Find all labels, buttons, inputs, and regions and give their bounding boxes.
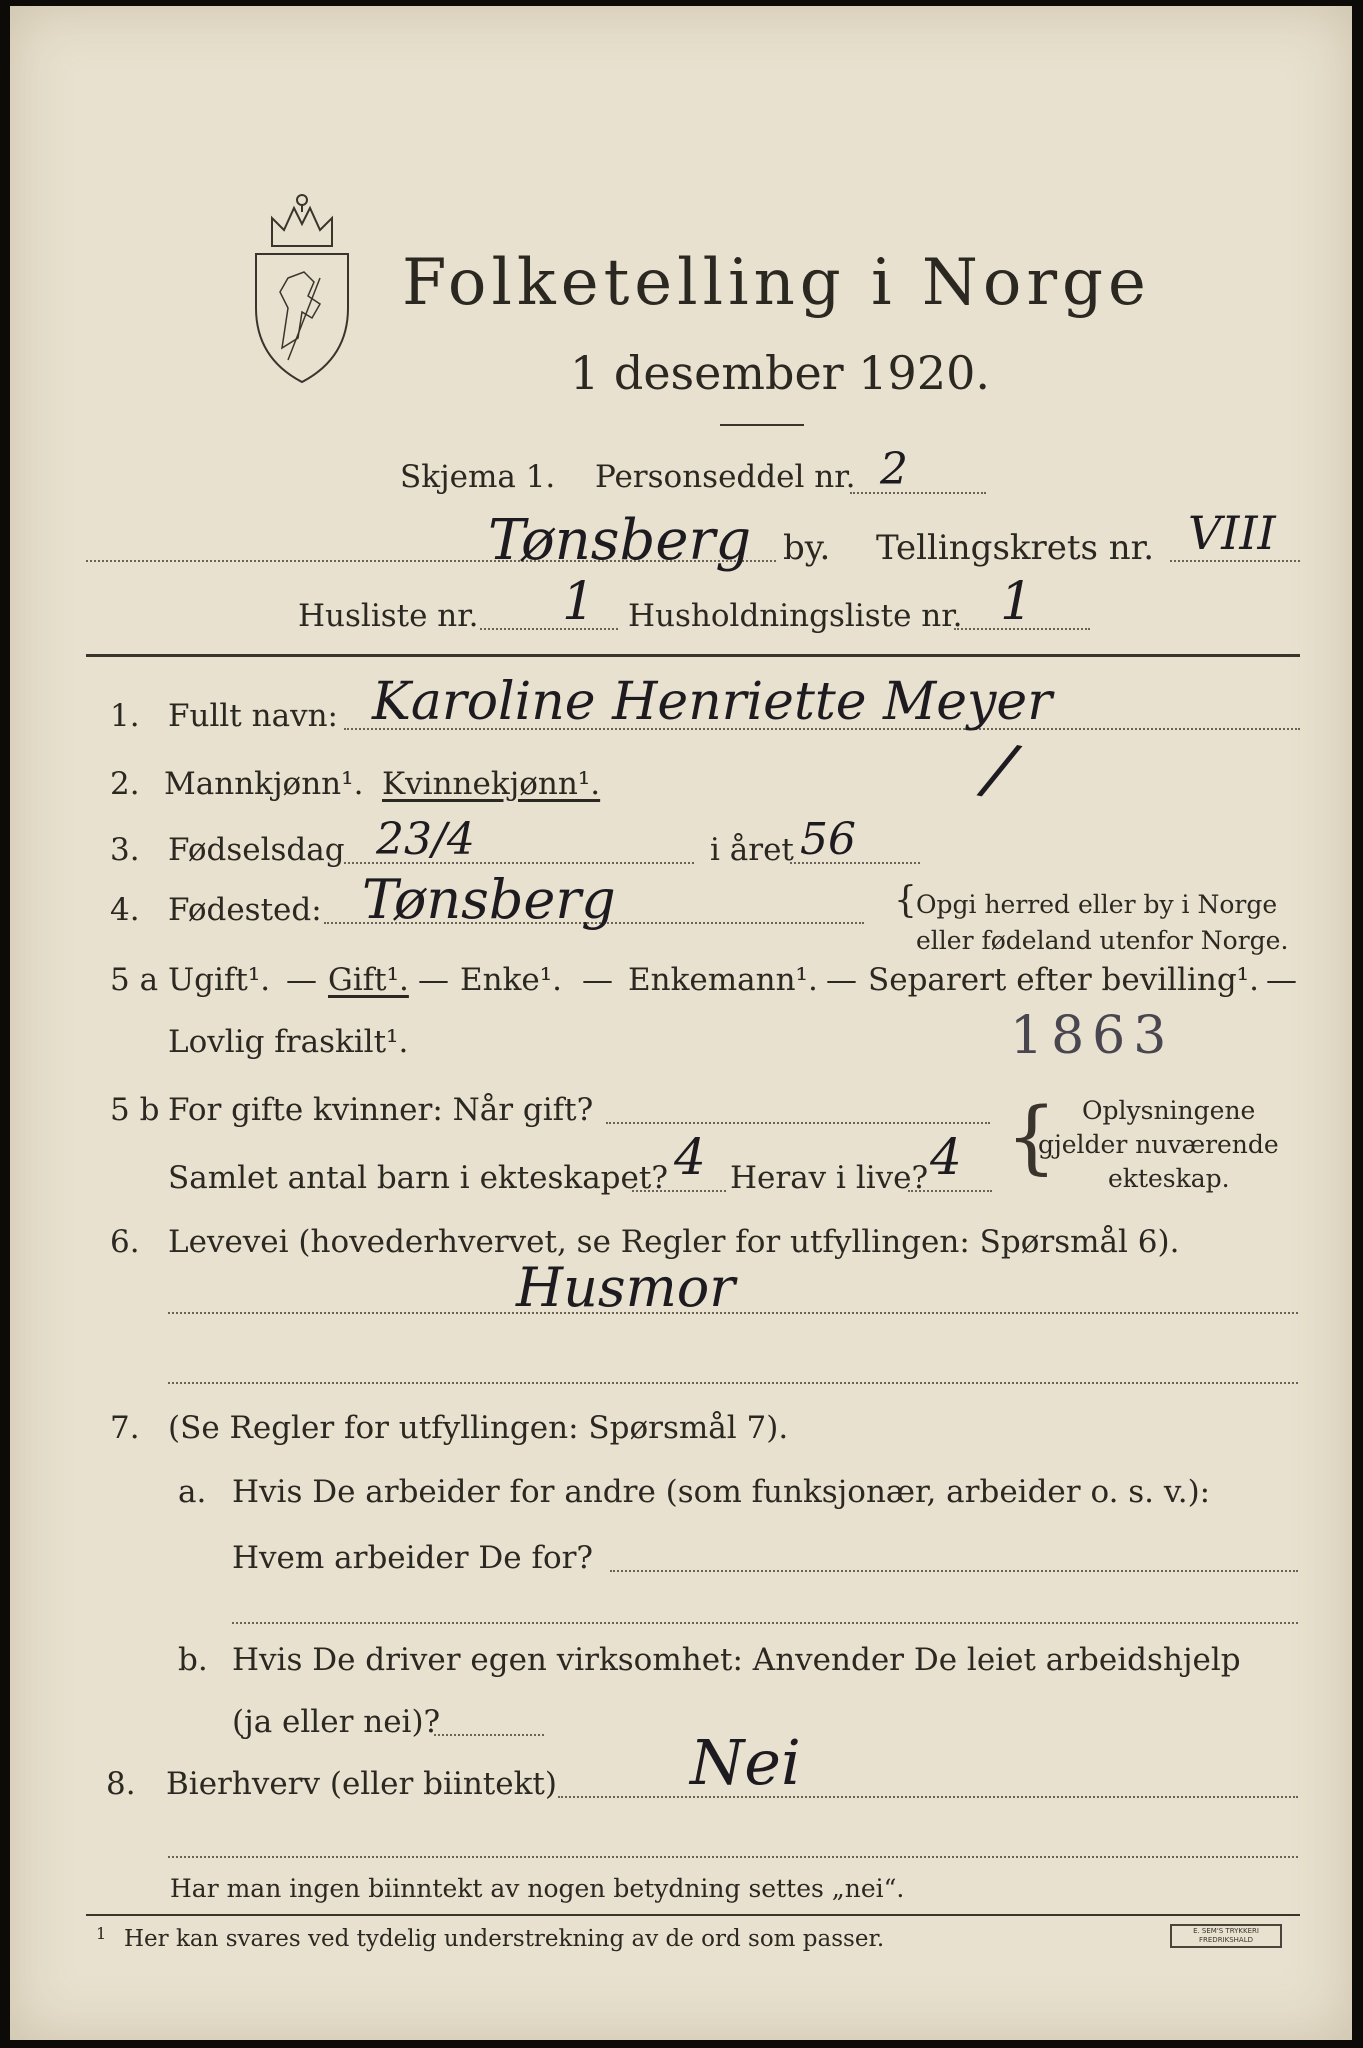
q5b-number: 5 b [110,1092,160,1128]
marriage-note-2: gjelder nuværende [1038,1130,1279,1159]
q7b-letter: b. [178,1642,208,1678]
title-divider [720,424,804,426]
occupation-value[interactable]: Husmor [516,1256,736,1319]
q6-label: Levevei (hovederhvervet, se Regler for utfyllingen: Spørsmål 6). [168,1224,1180,1260]
by-label: by. [783,528,831,568]
birthplace-value[interactable]: Tønsberg [362,868,616,931]
census-form: Folketelling i Norge 1 desember 1920. Skjema 1. Personseddel nr. 2 Tønsberg by. Tellingskrets nr. VIII Husliste nr. 1 Husholdningsliste nr. 1 1. Fullt navn: Karoline Henriette Meyer 2. Mannkjønn¹. Kvinnekjønn¹. / 3. Fødselsdag 23/4 i året 56 4. Fødested: Tønsberg { Opgi herred eller by i Norge eller fødeland utenfor Norge. 5 a Ugift¹. — Gift¹. — Enke¹. — Enkemann¹. — Separert efter bevilling¹. — Lovlig fraskilt¹. 1863 5 b For gifte kvinner: Når gift? Samlet antal barn i ekteskapet? 4 Herav i live? 4 { Oplysningene gjelder nuværende ekteskap. 6. Levevei (hovederhvervet, se Regler for utfyllingen: Spørsmål 6). Husmor 7. (Se Regler for utfyllingen: Spørsmål 7). a. Hvis De arbeider for andre (som funksjonær, arbeider o. s. v.): Hvem arbeider De for? b. Hvis De driver egen virksomhet: Anvender De leiet arbeidshjelp (ja eller nei)? 8. Bierhverv (eller biintekt) Nei Har man ingen biinntekt av nogen betydning settes „nei“. 1 Her kan svares ved tydelig understrekning av de ord som passer. E. SEM'S TRYKKERI FREDRIKSHALD [10,6,1352,2040]
printer-stamp: E. SEM'S TRYKKERI FREDRIKSHALD [1170,1924,1282,1948]
birthday-value[interactable]: 23/4 [376,814,475,865]
alive-label: Herav i live? [730,1160,929,1196]
husliste-value[interactable]: 1 [562,572,596,632]
q7a-letter: a. [178,1474,207,1510]
q7-label: (Se Regler for utfyllingen: Spørsmål 7). [168,1410,789,1446]
marriage-year-annotation: 1863 [1010,1006,1175,1066]
q8-label: Bierhverv (eller biintekt) [166,1766,557,1802]
q7a-question: Hvem arbeider De for? [232,1540,594,1576]
fraskilt-option[interactable]: Lovlig fraskilt¹. [168,1024,409,1060]
skjema-label: Skjema 1. [400,459,556,495]
husholdning-value[interactable]: 1 [1000,572,1034,632]
q7-number: 7. [110,1410,140,1446]
q5a-number: 5 a [110,962,159,998]
coat-of-arms-icon [242,188,362,388]
city-value[interactable]: Tønsberg [488,508,752,573]
year-label: i året [710,832,794,868]
personseddel-label: Personseddel nr. [595,459,856,495]
header-rule [86,654,1300,657]
marriage-note-1: Oplysningene [1082,1096,1256,1125]
gift-option[interactable]: Gift¹. [328,962,409,998]
tellingskrets-label: Tellingskrets nr. [876,528,1155,568]
q7a-text: Hvis De arbeider for andre (som funksjonær, arbeider o. s. v.): [232,1474,1211,1510]
marriage-note-3: ekteskap. [1108,1164,1230,1193]
footnote: Her kan svares ved tydelig understrekning av de ord som passer. [124,1926,885,1952]
separert-option[interactable]: Separert efter bevilling¹. [868,962,1259,998]
sex-mark: / [979,726,1020,812]
q1-label: Fullt navn: [168,698,338,734]
side-income-note: Har man ingen biinntekt av nogen betydning settes „nei“. [170,1874,905,1903]
children-value[interactable]: 4 [674,1128,706,1186]
q7a-answer-line[interactable] [610,1570,1298,1572]
tellingskrets-value[interactable]: VIII [1188,506,1276,560]
footer-rule [86,1914,1300,1916]
q7b-answer-line[interactable] [434,1734,544,1736]
husholdning-label: Husholdningsliste nr. [628,598,963,634]
q3-label: Fødselsdag [168,832,345,868]
side-income-value[interactable]: Nei [690,1726,801,1799]
full-name-value[interactable]: Karoline Henriette Meyer [372,672,1053,732]
form-title: Folketelling i Norge [402,246,1151,320]
q1-number: 1. [110,698,140,734]
q3-number: 3. [110,832,140,868]
birth-year-value[interactable]: 56 [800,814,856,865]
q4-number: 4. [110,892,140,928]
q6-number: 6. [110,1224,140,1260]
husliste-label: Husliste nr. [298,598,479,634]
q5b-label: For gifte kvinner: Når gift? [168,1092,594,1128]
birthplace-note-2: eller fødeland utenfor Norge. [916,926,1289,955]
enke-option[interactable]: Enke¹. [460,962,563,998]
census-date: 1 desember 1920. [570,346,990,400]
footnote-mark: 1 [96,1924,107,1943]
female-option[interactable]: Kvinnekjønn¹. [382,766,601,802]
q4-label: Fødested: [168,892,322,928]
q7b-question: (ja eller nei)? [232,1704,441,1740]
ugift-option[interactable]: Ugift¹. [168,962,271,998]
children-label: Samlet antal barn i ekteskapet? [168,1160,668,1196]
q7b-text: Hvis De driver egen virksomhet: Anvender De leiet arbeidshjelp [232,1642,1241,1678]
q2-number: 2. [110,766,140,802]
male-option[interactable]: Mannkjønn¹. [164,766,364,802]
birthplace-note-1: Opgi herred eller by i Norge [916,890,1278,919]
alive-value[interactable]: 4 [930,1128,962,1186]
enkemann-option[interactable]: Enkemann¹. [628,962,818,998]
personseddel-value[interactable]: 2 [880,444,908,495]
q8-number: 8. [106,1766,136,1802]
